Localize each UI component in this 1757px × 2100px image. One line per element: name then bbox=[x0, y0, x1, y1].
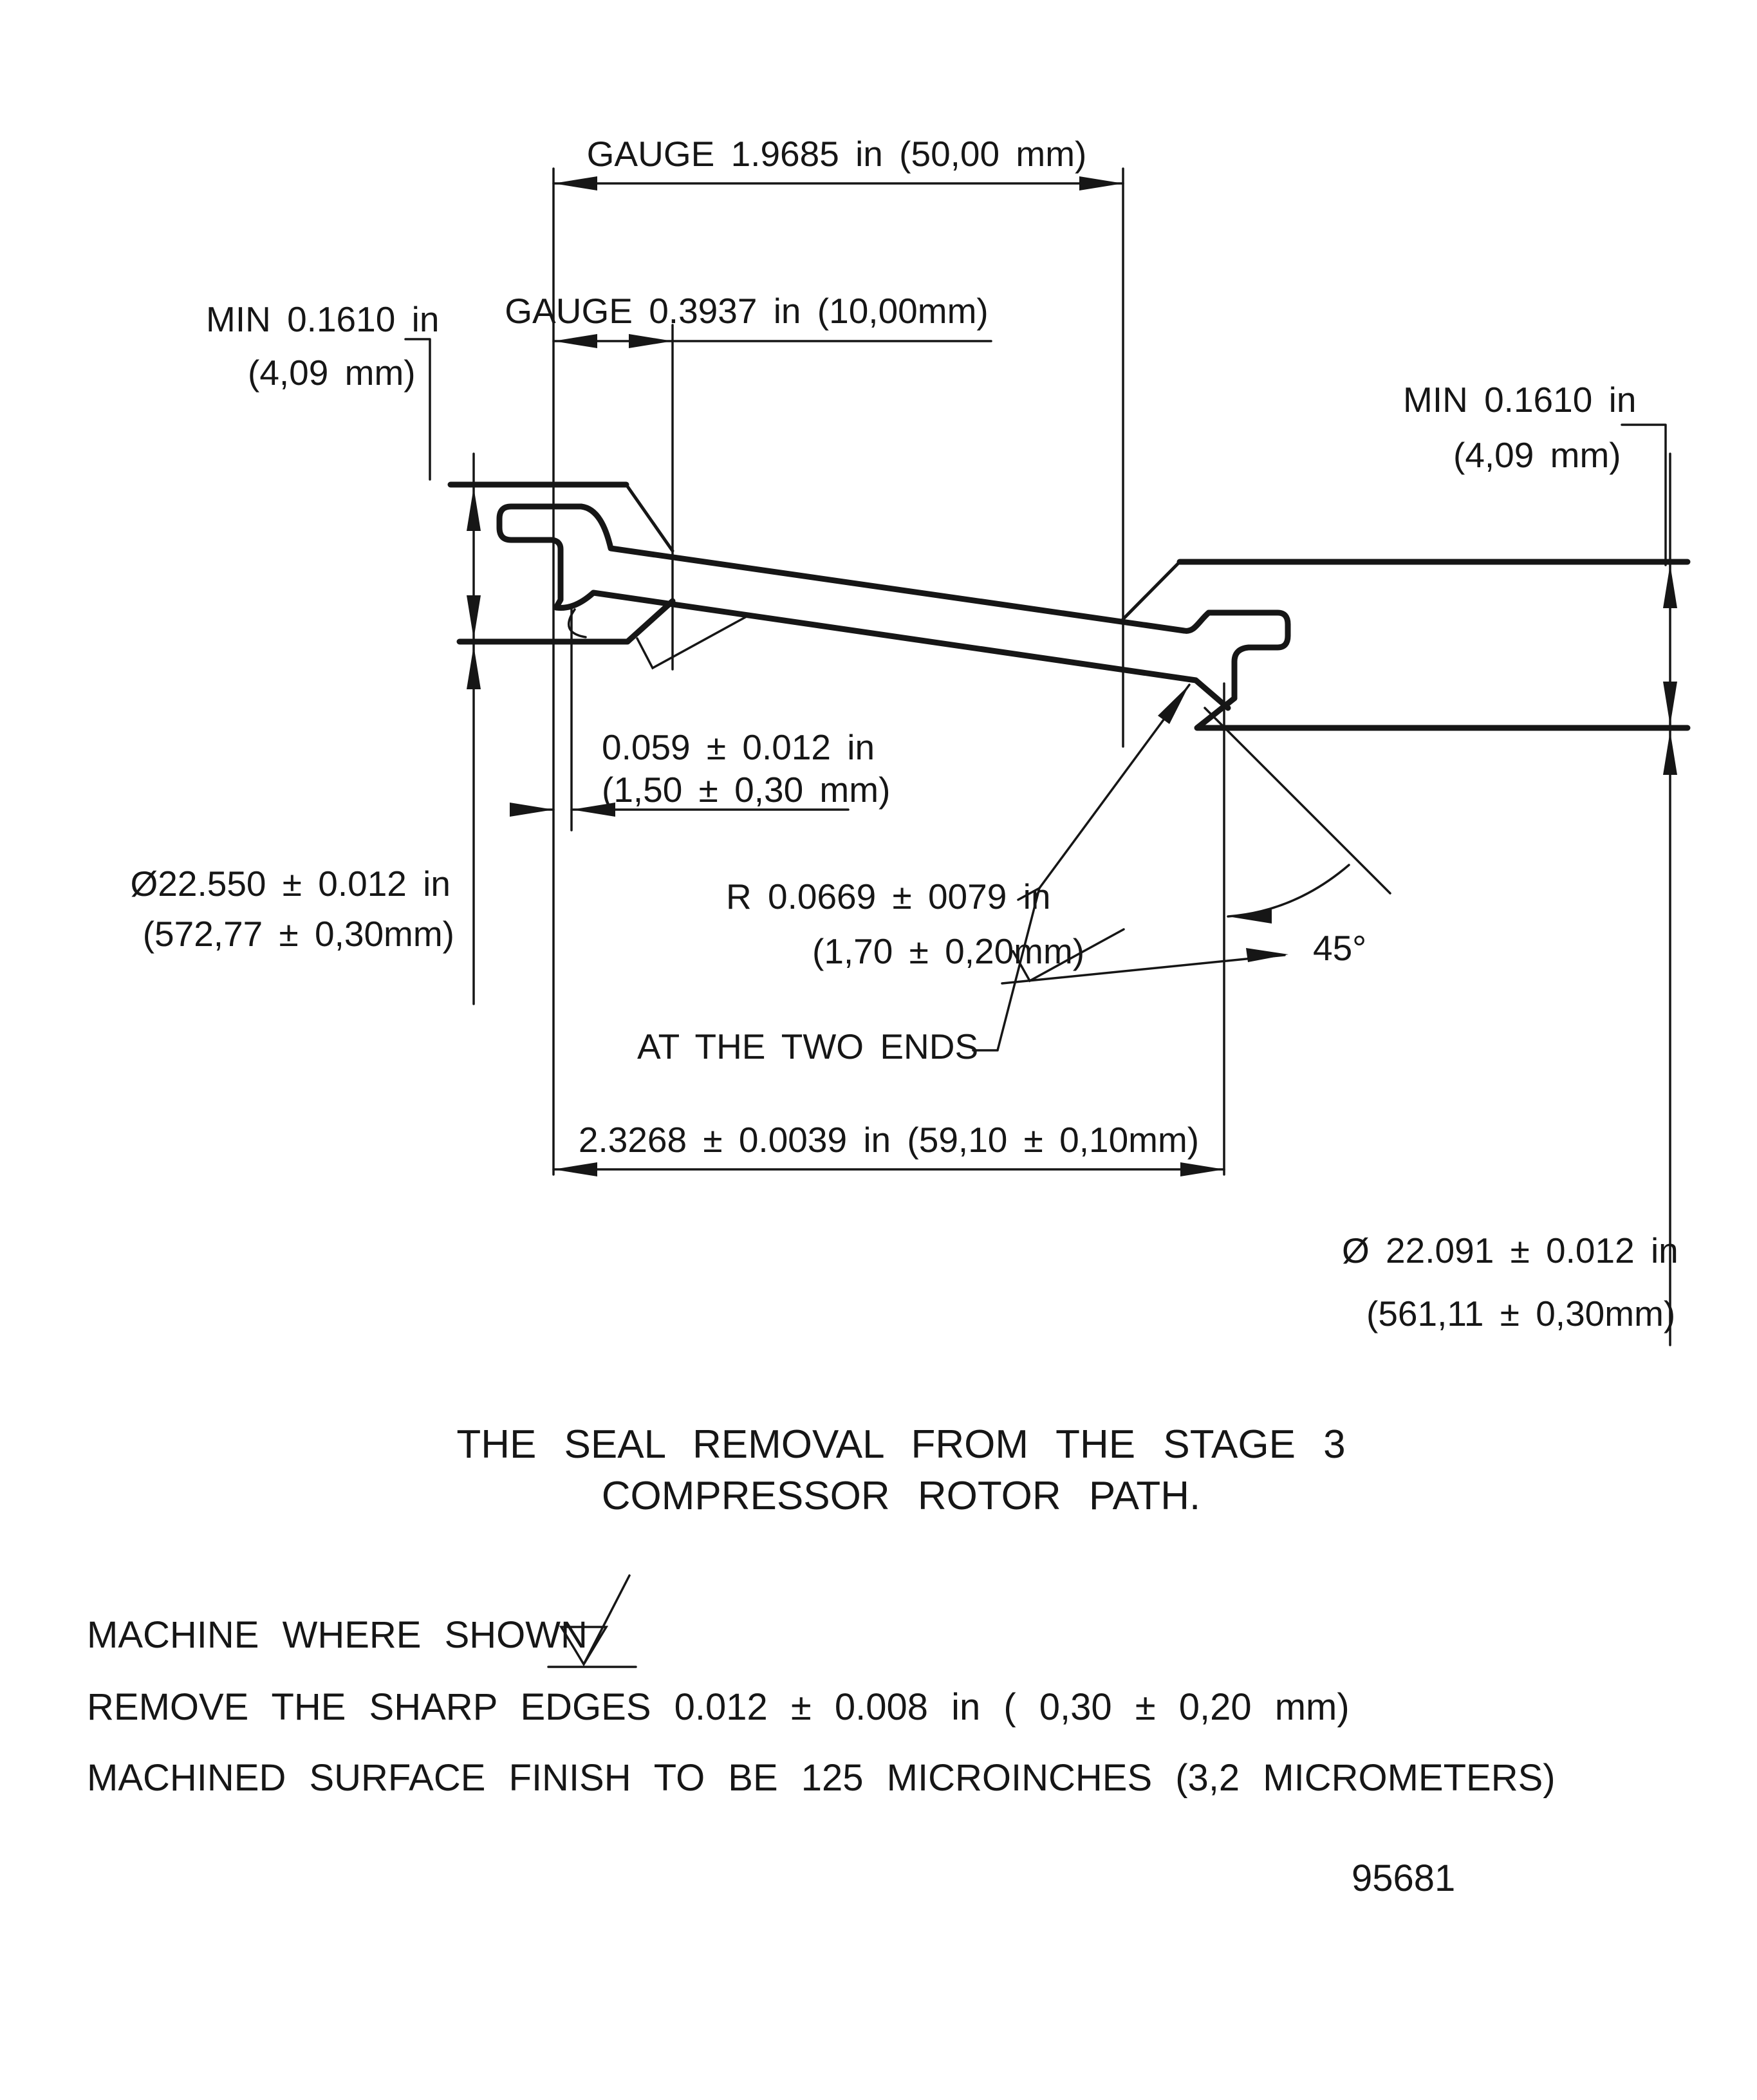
min-right-label-line1: MIN 0.1610 in bbox=[1403, 380, 1637, 420]
step-label-line2: (1,50 ± 0,30 mm) bbox=[602, 770, 891, 810]
min-left-label-line2: (4,09 mm) bbox=[248, 353, 416, 393]
chamfer-angle-label: 45° bbox=[1313, 928, 1367, 968]
chamfer-extension-line bbox=[1205, 708, 1390, 893]
dia-left-label-line1: Ø22.550 ± 0.012 in bbox=[130, 864, 451, 904]
arrow-angle-arc bbox=[1228, 909, 1272, 924]
dia-right-label-line2: (561,11 ± 0,30mm) bbox=[1366, 1294, 1676, 1333]
min-right-label-line2: (4,09 mm) bbox=[1453, 435, 1621, 475]
arrow-width-right bbox=[1180, 1162, 1224, 1176]
note-machine-where-shown: MACHINE WHERE SHOWN bbox=[87, 1614, 588, 1656]
drawing-title-line1: THE SEAL REMOVAL FROM THE STAGE 3 bbox=[456, 1422, 1346, 1467]
part-number: 95681 bbox=[1352, 1857, 1456, 1899]
dimension-texts bbox=[131, 134, 1678, 1333]
arrow-gauge-main-right bbox=[1079, 176, 1123, 190]
dia-left-label-line2: (572,77 ± 0,30mm) bbox=[142, 914, 454, 954]
arrow-left-depth-up bbox=[467, 646, 481, 689]
profile-outline bbox=[451, 485, 1687, 728]
min-right-bracket bbox=[1622, 425, 1666, 565]
drawing-title-line2: COMPRESSOR ROTOR PATH. bbox=[601, 1474, 1201, 1518]
gauge-sub-label: GAUGE 0.3937 in (10,00mm) bbox=[505, 291, 989, 331]
right-land-top-chamfer bbox=[1123, 562, 1180, 619]
seal-upper-slope-and-right-hook bbox=[581, 506, 1288, 698]
arrow-left-dia-up bbox=[467, 487, 481, 531]
step-label-line1: 0.059 ± 0.012 in bbox=[602, 727, 875, 767]
arrow-right-dia-up bbox=[1663, 564, 1677, 608]
general-notes bbox=[87, 1614, 1556, 1799]
angle-arc bbox=[1228, 865, 1349, 916]
dia-right-label-line1: Ø 22.091 ± 0.012 in bbox=[1342, 1231, 1678, 1270]
arrow-left-depth-down bbox=[467, 595, 481, 639]
right-land-bottom-edge bbox=[1197, 698, 1687, 728]
min-left-label-line1: MIN 0.1610 in bbox=[206, 299, 440, 339]
arrow-width-left bbox=[553, 1162, 597, 1176]
radius-position-note: AT THE TWO ENDS bbox=[637, 1027, 979, 1066]
note-remove-sharp-edges: REMOVE THE SHARP EDGES 0.012 ± 0.008 in ( 0,30 ± 0,20 mm) bbox=[87, 1686, 1350, 1728]
arrow-step-left bbox=[510, 803, 553, 817]
radius-label-line2: (1,70 ± 0,20mm) bbox=[812, 931, 1085, 971]
note-surface-finish: MACHINED SURFACE FINISH TO BE 125 MICROINCHES (3,2 MICROMETERS) bbox=[87, 1757, 1556, 1799]
left-land-slant-edge bbox=[626, 485, 673, 551]
arrow-gauge-sub-left bbox=[553, 334, 597, 348]
title-block bbox=[456, 1422, 1345, 1518]
arrow-gauge-main-left bbox=[553, 176, 597, 190]
arrow-gauge-sub-right bbox=[629, 334, 673, 348]
arrow-right-depth-up bbox=[1663, 731, 1677, 775]
arrow-right-depth-down bbox=[1663, 682, 1677, 725]
arrow-radius-leader bbox=[1158, 685, 1189, 724]
gauge-main-label: GAUGE 1.9685 in (50,00 mm) bbox=[586, 134, 1087, 174]
radius-label-line1: R 0.0669 ± 0079 in bbox=[726, 877, 1051, 916]
width-dim-label: 2.3268 ± 0.0039 in (59,10 ± 0,10mm) bbox=[578, 1120, 1200, 1160]
surface-finish-flag-left bbox=[637, 617, 747, 668]
ends-radius-leader bbox=[973, 685, 1189, 1050]
arrow-angle-leader bbox=[1246, 948, 1288, 962]
